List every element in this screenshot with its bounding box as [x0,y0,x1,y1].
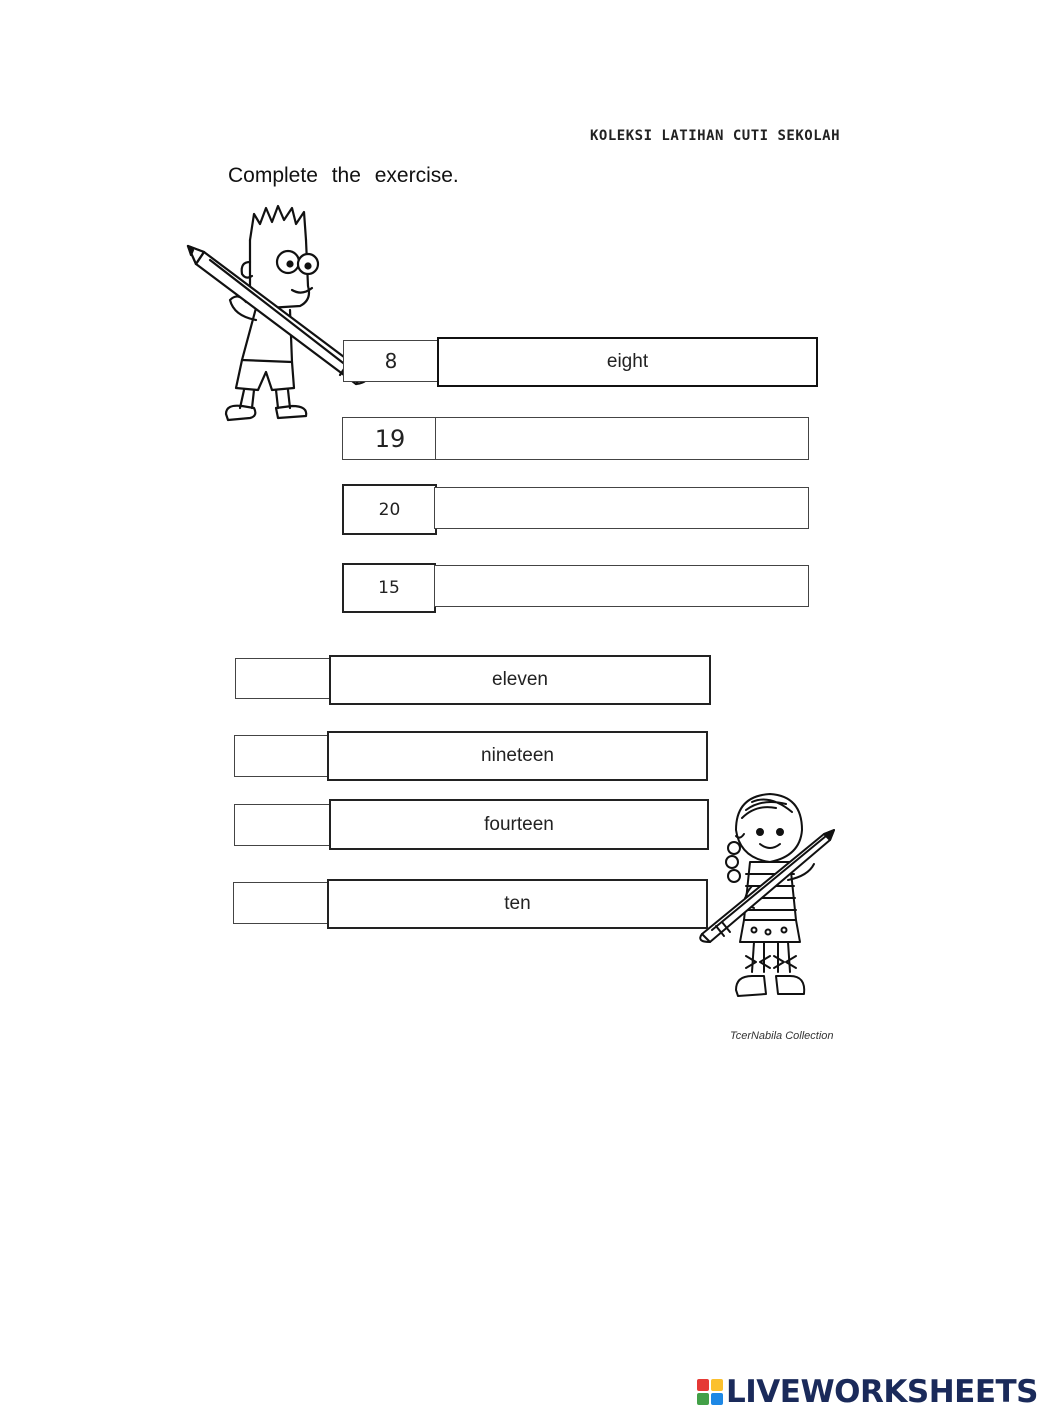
liveworksheets-logo-icon [696,1378,724,1406]
answer-field-number-8[interactable] [233,882,330,924]
number-box-1: 8 [343,340,439,382]
liveworksheets-brand[interactable] [696,1374,1038,1410]
word-box-8: ten [327,879,708,929]
boy-with-pencil-icon [180,200,370,430]
collection-title: KOLEKSI LATIHAN CUTI SEKOLAH [590,128,841,144]
answer-field-word-3[interactable] [434,487,809,529]
girl-with-pencil-icon [696,790,846,1005]
brand-name: LIVEWORKSHEETS [726,1374,1038,1410]
answer-field-number-7[interactable] [234,804,331,846]
answer-field-number-6[interactable] [234,735,330,777]
number-box-2: 19 [342,417,438,460]
answer-field-word-2[interactable] [435,417,809,460]
credit-text: TcerNabila Collection [730,1030,834,1042]
answer-field-word-4[interactable] [434,565,809,607]
instruction-text: Complete the exercise. [228,164,459,187]
number-box-3: 20 [342,484,437,535]
number-box-4: 15 [342,563,436,613]
word-box-6: nineteen [327,731,708,781]
answer-field-number-5[interactable] [235,658,331,699]
word-box-1: eight [437,337,818,387]
word-box-5: eleven [329,655,711,705]
word-box-7: fourteen [329,799,709,850]
